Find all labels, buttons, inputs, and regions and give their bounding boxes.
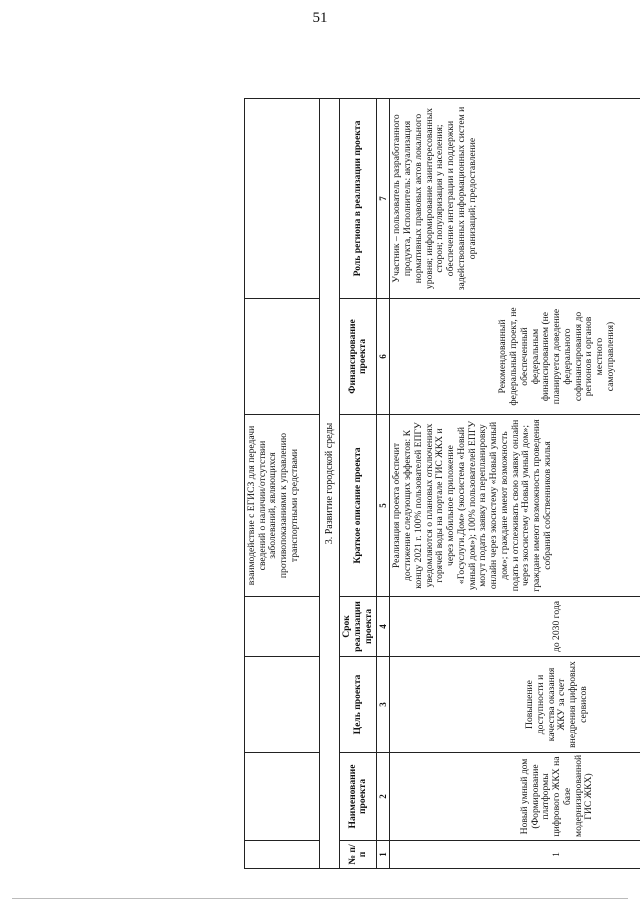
header-description: Краткое описание проекта xyxy=(340,415,377,597)
col-number: 1 xyxy=(377,841,390,869)
header-goal: Цель проекта xyxy=(340,657,377,753)
col-number: 7 xyxy=(377,99,390,299)
project-role: Участник – пользователь разработанного продукта, Исполнитель: актуализация нормативных правовых актов локального уровня; информирование заинтересованных сторон; популяризация у населения; обеспечение интеграции и поддержки задействованных информационных систем и организаций; предоставление xyxy=(390,99,640,299)
header-name: Наименование проекта xyxy=(340,753,377,841)
footer-line xyxy=(12,898,628,899)
project-financing: Рекомендованный федеральный проект, не обеспеченный федеральным финансированием (не планируется доведение федерального софинансирования до регионов и органов местного самоуправления) xyxy=(390,299,640,415)
project-name: Новый умный дом (Формирование платформы цифрового ЖКХ на базе модернизированной ГИС ЖКХ) xyxy=(390,753,640,841)
table-row xyxy=(390,99,640,869)
col-number: 5 xyxy=(377,415,390,597)
col-number: 6 xyxy=(377,299,390,415)
header-num: № п/п xyxy=(340,841,377,869)
column-number-row xyxy=(377,99,390,869)
prev-row-description: взаимодействие с ЕГИСЗ для передачи сведений о наличии/отсутствии заболеваний, являющихся противопоказаниями к управлению транспортными средствами xyxy=(245,415,320,597)
col-number: 2 xyxy=(377,753,390,841)
section-row xyxy=(320,99,340,869)
col-number: 4 xyxy=(377,597,390,657)
project-goal: Повышение доступности и качества оказания ЖКУ за счет внедрения цифровых сервисов xyxy=(390,657,640,753)
header-row xyxy=(340,99,377,869)
table-row xyxy=(245,99,320,869)
row-num: 1 xyxy=(390,841,640,869)
project-term: до 2030 года xyxy=(390,597,640,657)
col-number: 3 xyxy=(377,657,390,753)
header-role: Роль региона в реализации проекта xyxy=(340,99,377,299)
section-title: 3. Развитие городской среды xyxy=(320,99,340,869)
rotated-table-container xyxy=(244,99,640,869)
projects-table xyxy=(244,98,640,869)
header-financing: Финансирование проекта xyxy=(340,299,377,415)
header-term: Срок реализации проекта xyxy=(340,597,377,657)
project-description: Реализация проекта обеспечит достижение следующих эффектов: К концу 2021 г. 100% пользователей ЕПГУ уведомляются о плановых отключениях горячей воды на портале ГИС ЖКХ и через мобильное приложение «Госуслуги.Дом» (экосистема «Новый умный дом»); 100% пользователей ЕПГУ могут подать заявку на перепланировку онлайн через экосистему «Новый умный дом»; граждане имеют возможность подать и отслеживать свою заявку онлайн через экосистему «Новый умный дом»; граждане имеют возможность проведения собраний собственников жилья xyxy=(390,415,640,597)
page-number: 51 xyxy=(312,10,328,26)
